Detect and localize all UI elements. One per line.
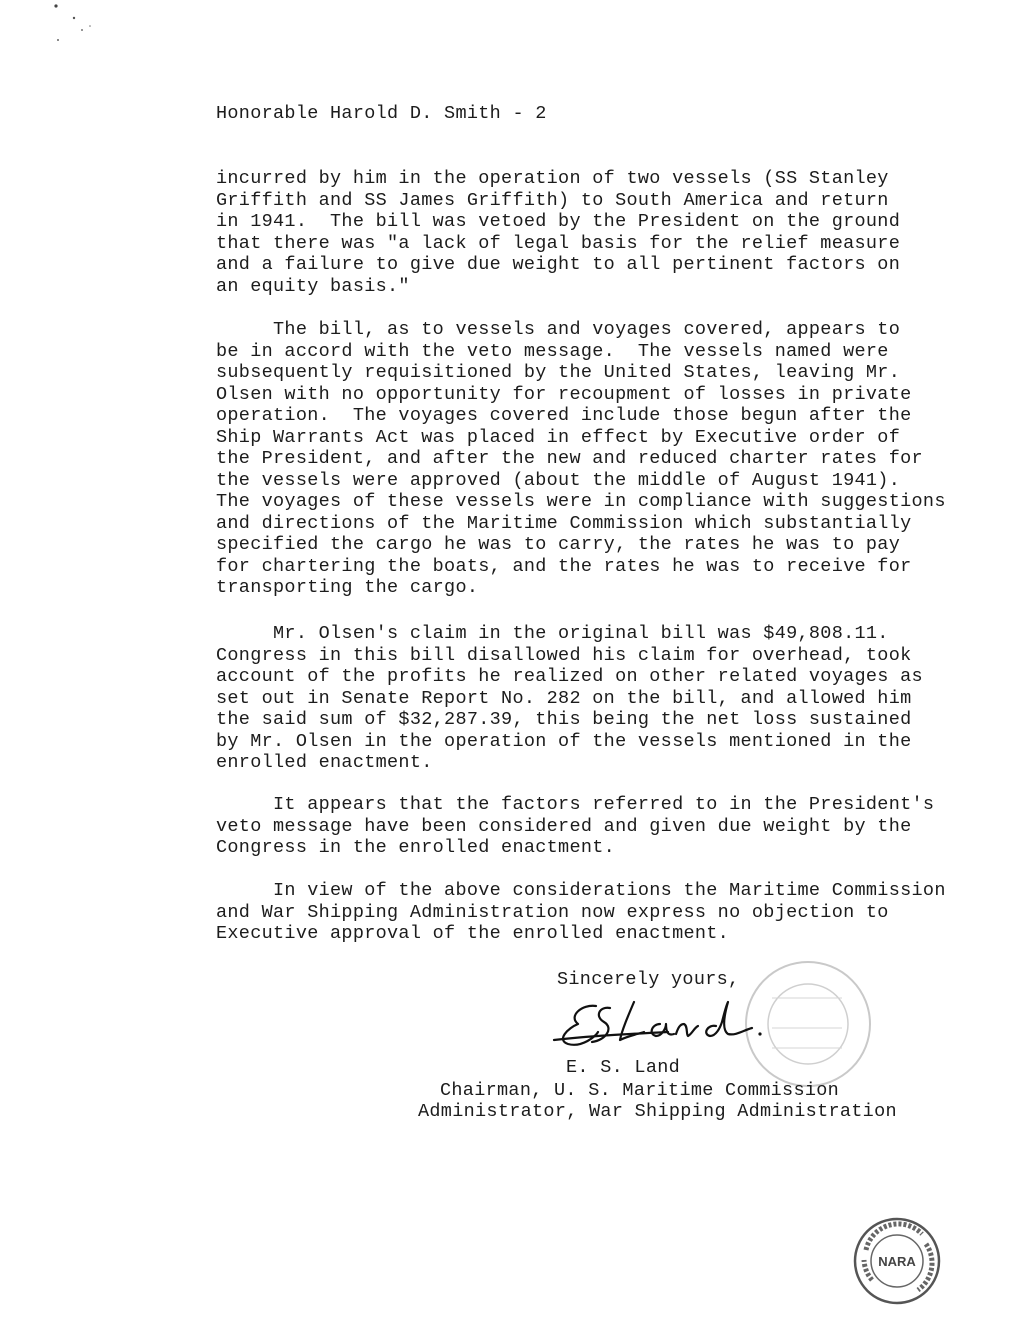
paragraph-4	[216, 794, 934, 859]
text-line: Congress in this bill disallowed his claim for overhead, took	[216, 644, 912, 666]
text-line: The bill, as to vessels and voyages covered, appears to	[216, 319, 901, 340]
text-line: an equity basis."	[216, 275, 410, 297]
text-line: operation. The voyages covered include those begun after the	[216, 405, 912, 426]
text-line: transporting the cargo.	[216, 577, 479, 598]
text-line: subsequently requisitioned by the United States, leaving Mr.	[216, 362, 901, 383]
page-header: Honorable Harold D. Smith - 2	[216, 103, 547, 124]
handwritten-signature	[548, 994, 778, 1054]
text-line: account of the profits he realized on other related voyages as	[216, 666, 923, 687]
svg-text:NARA: NARA	[878, 1254, 916, 1269]
text-line: Olsen with no opportunity for recoupment of losses in private	[216, 383, 912, 405]
text-line: and a failure to give due weight to all pertinent factors on	[216, 254, 901, 275]
nara-library-stamp-icon	[852, 1216, 942, 1306]
signer-title-chairman: Chairman, U. S. Maritime Commission	[440, 1080, 840, 1101]
text-line: Griffith and SS James Griffith) to South America and return	[216, 189, 889, 211]
closing-salutation: Sincerely yours,	[557, 969, 740, 990]
text-line: Executive approval of the enrolled enactment.	[216, 923, 730, 944]
paper-specks	[20, 0, 110, 60]
text-line: Congress in the enrolled enactment.	[216, 837, 616, 858]
paragraph-1	[216, 168, 900, 297]
text-line: and directions of the Maritime Commission which substantially	[216, 512, 912, 534]
paragraph-5	[216, 880, 946, 945]
text-line: by Mr. Olsen in the operation of the vessels mentioned in the	[216, 730, 912, 752]
text-line: set out in Senate Report No. 282 on the bill, and allowed him	[216, 687, 912, 709]
text-line: Mr. Olsen's claim in the original bill was $49,808.11.	[216, 623, 889, 644]
signer-title-administrator: Administrator, War Shipping Administration	[418, 1101, 897, 1122]
text-line: enrolled enactment.	[216, 752, 433, 773]
text-line: incurred by him in the operation of two vessels (SS Stanley	[216, 168, 889, 189]
text-line: be in accord with the veto message. The vessels named were	[216, 340, 889, 362]
paragraph-2	[216, 319, 946, 599]
text-line: the President, and after the new and reduced charter rates for	[216, 448, 923, 469]
text-line: It appears that the factors referred to in the President's	[216, 794, 935, 815]
text-line: The voyages of these vessels were in compliance with suggestions	[216, 491, 946, 512]
signer-name: E. S. Land	[566, 1057, 681, 1078]
text-line: Ship Warrants Act was placed in effect by Executive order of	[216, 426, 901, 448]
text-line: for chartering the boats, and the rates he was to receive for	[216, 555, 912, 577]
text-line: the vessels were approved (about the middle of August 1941).	[216, 469, 901, 491]
text-line: that there was "a lack of legal basis for the relief measure	[216, 232, 901, 254]
paragraph-3	[216, 623, 923, 774]
text-line: specified the cargo he was to carry, the rates he was to pay	[216, 534, 901, 555]
text-line: the said sum of $32,287.39, this being the net loss sustained	[216, 709, 912, 730]
text-line: in 1941. The bill was vetoed by the President on the ground	[216, 211, 901, 232]
text-line: In view of the above considerations the Maritime Commission	[216, 880, 946, 901]
text-line: veto message have been considered and given due weight by the	[216, 815, 912, 837]
text-line: and War Shipping Administration now express no objection to	[216, 901, 889, 923]
